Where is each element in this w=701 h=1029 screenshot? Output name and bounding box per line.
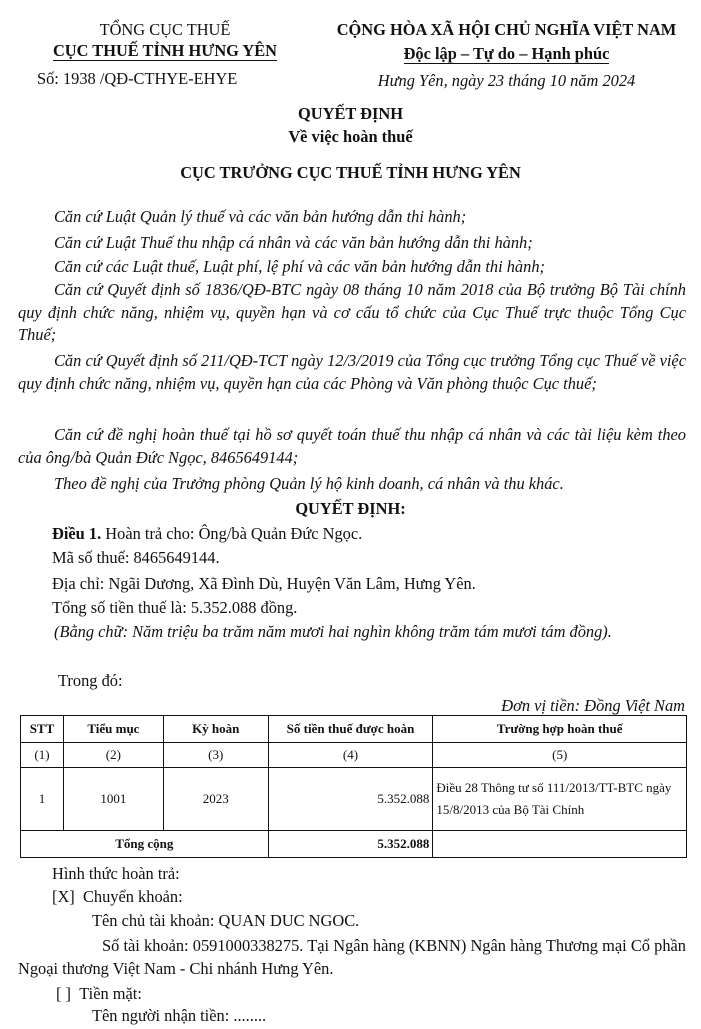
table-row [21, 768, 687, 831]
table-header-row [21, 716, 687, 743]
cash-checkbox: [ ] [56, 984, 72, 1003]
total-amount: Tổng số tiền thuế là: 5.352.088 đồng. [52, 598, 298, 617]
tax-code: Mã số thuế: 8465649144. [52, 548, 220, 567]
article-1-text: Hoàn trả cho: Ông/bà Quản Đức Ngọc. [101, 524, 363, 543]
basis-2: Căn cứ Luật Thuế thu nhập cá nhân và các văn bản hướng dẫn thi hành; [54, 233, 533, 252]
basis-4: Căn cứ Quyết định số 1836/QĐ-BTC ngày 08 tháng 10 năm 2018 của Bộ trưởng Bộ Tài chính quy định chức năng, nhiệm vụ, quyền hạn và cơ cấu tổ chức của Cục Thuế trực thuộc Tổng Cục Thuế; [18, 280, 686, 344]
index-cell: (3) [163, 743, 268, 768]
document-title: QUYẾT ĐỊNH [298, 104, 403, 123]
account-number: Số tài khoản: 0591000338275. Tại Ngân hàng (KBNN) Ngân hàng Thương mại Cổ phần Ngoại thương Việt Nam - Chi nhánh Hưng Yên. [18, 936, 686, 978]
currency-unit: Đơn vị tiền: Đồng Việt Nam [501, 696, 685, 715]
transfer-option [52, 887, 183, 907]
transfer-label: Chuyển khoản: [82, 887, 183, 906]
country-name: CỘNG HÒA XÃ HỘI CHỦ NGHĨA VIỆT NAM [336, 20, 677, 39]
recipient-name: Tên người nhận tiền: ........ [92, 1006, 267, 1025]
basis-6: Căn cứ đề nghị hoàn thuế tại hồ sơ quyết toán thuế thu nhập cá nhân và các tài liệu kèm theo của ông/bà Quản Đức Ngọc, 8465649144; [18, 425, 686, 467]
basis-5: Căn cứ Quyết định số 211/QĐ-TCT ngày 12/3/2019 của Tổng cục trưởng Tổng cục Thuế về việc quy định chức năng, nhiệm vụ, quyền hạn của các Phòng và Văn phòng thuộc Cục thuế; [18, 351, 686, 393]
cell-ky-hoan: 2023 [163, 768, 268, 831]
basis-3: Căn cứ các Luật thuế, Luật phí, lệ phí và các văn bản hướng dẫn thi hành; [54, 257, 545, 276]
index-cell: (4) [268, 743, 433, 768]
document-number: Số: 1938 /QĐ-CTHYE-EHYE [37, 69, 238, 88]
refund-form: Hình thức hoàn trả: [52, 864, 180, 883]
cell-tieu-muc: 1001 [63, 768, 163, 831]
in-which-label: Trong đó: [58, 671, 123, 690]
decision-heading: QUYẾT ĐỊNH: [295, 499, 406, 518]
header-stt: STT [21, 716, 64, 743]
agency-name [15, 41, 315, 61]
transfer-checkbox: [X] [52, 887, 75, 906]
issuing-authority: CỤC TRƯỞNG CỤC THUẾ TỈNH HƯNG YÊN [180, 163, 521, 182]
place-date: Hưng Yên, ngày 23 tháng 10 năm 2024 [377, 71, 636, 90]
total-value: 5.352.088 [268, 831, 433, 858]
document-subject: Về việc hoàn thuế [288, 127, 413, 146]
table-total-row [21, 831, 687, 858]
header-truong-hop: Trường hợp hoàn thuế [433, 716, 687, 743]
cash-label: Tiền mặt: [79, 984, 142, 1003]
header-tieu-muc: Tiểu mục [63, 716, 163, 743]
cell-so-tien: 5.352.088 [268, 768, 433, 831]
article-1 [52, 524, 362, 544]
index-cell: (1) [21, 743, 64, 768]
agency-parent: TỔNG CỤC THUẾ [99, 20, 231, 39]
refund-table [20, 715, 687, 858]
cell-truong-hop: Điều 28 Thông tư số 111/2013/TT-BTC ngày 15/8/2013 của Bộ Tài Chính [433, 768, 687, 831]
index-cell: (2) [63, 743, 163, 768]
cash-option [56, 984, 142, 1004]
header-so-tien: Số tiền thuế được hoàn [268, 716, 433, 743]
header-ky-hoan: Kỳ hoàn [163, 716, 268, 743]
total-empty-cell [433, 831, 687, 858]
article-1-label: Điều 1. [52, 524, 102, 543]
amount-in-words: (Bằng chữ: Năm triệu ba trăm năm mươi hai nghìn không trăm tám mươi tám đồng). [54, 622, 612, 641]
address: Địa chỉ: Ngãi Dương, Xã Đình Dù, Huyện Văn Lâm, Hưng Yên. [52, 574, 476, 593]
total-label: Tổng cộng [21, 831, 269, 858]
basis-1: Căn cứ Luật Quản lý thuế và các văn bản hướng dẫn thi hành; [54, 207, 467, 226]
basis-7: Theo đề nghị của Trưởng phòng Quản lý hộ kinh doanh, cá nhân và thu khác. [54, 474, 564, 493]
agency-name-text: CỤC THUẾ TỈNH HƯNG YÊN [52, 41, 278, 60]
cell-stt: 1 [21, 768, 64, 831]
table-index-row [21, 743, 687, 768]
motto [312, 44, 701, 64]
account-name: Tên chủ tài khoản: QUAN DUC NGOC. [92, 911, 360, 930]
index-cell: (5) [433, 743, 687, 768]
motto-text: Độc lập – Tự do – Hạnh phúc [403, 44, 610, 63]
